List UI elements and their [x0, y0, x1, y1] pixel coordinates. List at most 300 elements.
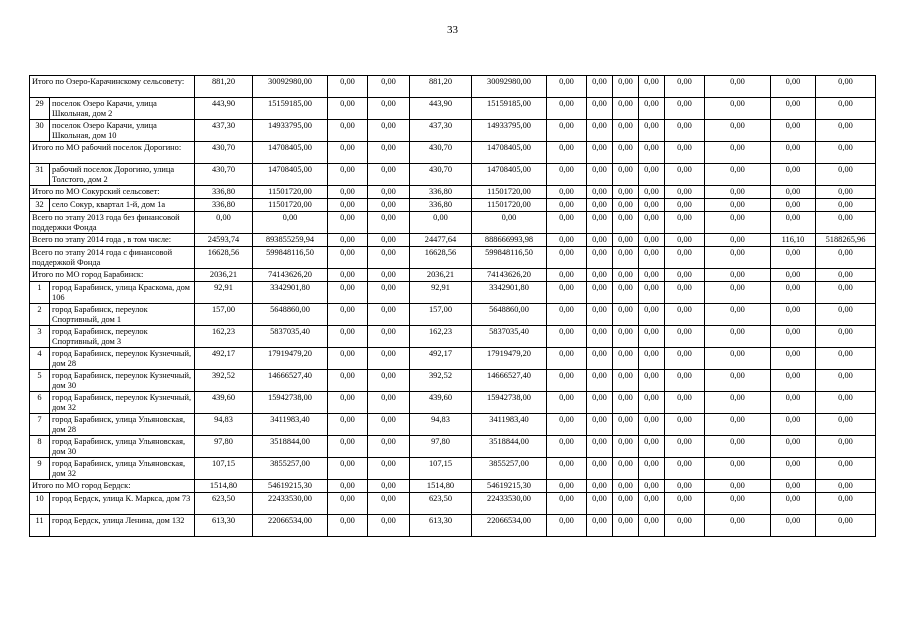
table-cell: 97,80	[410, 436, 472, 458]
table-cell: 0,00	[816, 458, 876, 480]
table-cell: 11501720,00	[253, 186, 328, 199]
table-cell: 0,00	[665, 234, 705, 247]
table-cell: 0,00	[665, 76, 705, 98]
table-cell: 0,00	[665, 348, 705, 370]
table-cell: 0,00	[368, 212, 410, 234]
row-address: село Сокур, квартал 1-й, дом 1а	[50, 199, 195, 212]
row-index: 7	[30, 414, 50, 436]
table-cell: 0,00	[587, 212, 613, 234]
table-cell: 0,00	[816, 199, 876, 212]
table-row	[30, 480, 876, 493]
row-index: 10	[30, 493, 50, 515]
row-index: 1	[30, 282, 50, 304]
table-cell: 15942738,00	[253, 392, 328, 414]
table-cell: 0,00	[816, 142, 876, 164]
row-index: 31	[30, 164, 50, 186]
table-cell: 0,00	[587, 304, 613, 326]
table-cell: 0,00	[547, 515, 587, 537]
table-cell: 0,00	[587, 493, 613, 515]
table-cell: 0,00	[705, 269, 771, 282]
table-cell: 0,00	[368, 392, 410, 414]
table-cell: 0,00	[587, 98, 613, 120]
table-cell: 0,00	[613, 164, 639, 186]
row-index: 3	[30, 326, 50, 348]
table-cell: 0,00	[368, 282, 410, 304]
table-cell: 0,00	[547, 234, 587, 247]
table-cell: 0,00	[368, 186, 410, 199]
table-cell: 430,70	[195, 142, 253, 164]
table-cell: 0,00	[639, 458, 665, 480]
row-title: Итого по Озеро-Карачинскому сельсовету:	[30, 76, 195, 98]
table-row	[30, 186, 876, 199]
table-cell: 0,00	[328, 436, 368, 458]
table-cell: 0,00	[587, 436, 613, 458]
table-cell: 0,00	[771, 76, 816, 98]
table-cell: 0,00	[705, 370, 771, 392]
table-row	[30, 436, 876, 458]
table-cell: 15159185,00	[253, 98, 328, 120]
table-cell: 5837035,40	[253, 326, 328, 348]
row-address: город Барабинск, переулок Кузнечный, дом 28	[50, 348, 195, 370]
table-cell: 0,00	[613, 458, 639, 480]
table-cell: 0,00	[587, 414, 613, 436]
table-cell: 3411983,40	[253, 414, 328, 436]
table-cell: 0,00	[547, 493, 587, 515]
table-cell: 0,00	[816, 282, 876, 304]
table-cell: 0,00	[587, 164, 613, 186]
row-title: Итого по МО Сокурский сельсовет:	[30, 186, 195, 199]
table-cell: 0,00	[705, 458, 771, 480]
table-cell: 0,00	[368, 142, 410, 164]
table-cell: 0,00	[771, 326, 816, 348]
row-index: 32	[30, 199, 50, 212]
table-cell: 0,00	[547, 76, 587, 98]
table-cell: 0,00	[547, 247, 587, 269]
table-cell: 0,00	[771, 142, 816, 164]
row-title: Итого по МО город Барабинск:	[30, 269, 195, 282]
table-cell: 0,00	[547, 436, 587, 458]
table-cell: 0,00	[771, 348, 816, 370]
table-cell: 17919479,20	[472, 348, 547, 370]
table-cell: 0,00	[705, 282, 771, 304]
table-cell: 0,00	[547, 370, 587, 392]
table-cell: 14708405,00	[253, 142, 328, 164]
table-cell: 0,00	[547, 186, 587, 199]
table-cell: 14666527,40	[472, 370, 547, 392]
table-cell: 0,00	[547, 142, 587, 164]
table-cell: 0,00	[328, 76, 368, 98]
table-cell: 0,00	[547, 164, 587, 186]
table-cell: 0,00	[328, 269, 368, 282]
row-title: Всего по этапу 2013 года без финансовой поддержки Фонда	[30, 212, 195, 234]
table-body	[30, 76, 876, 537]
table-cell: 0,00	[587, 458, 613, 480]
table-cell: 0,00	[665, 199, 705, 212]
table-cell: 437,30	[195, 120, 253, 142]
table-cell: 0,00	[771, 370, 816, 392]
table-cell: 336,80	[195, 186, 253, 199]
table-cell: 22066534,00	[472, 515, 547, 537]
table-cell: 0,00	[587, 370, 613, 392]
table-cell: 24477,64	[410, 234, 472, 247]
table-cell: 0,00	[771, 120, 816, 142]
table-cell: 0,00	[613, 142, 639, 164]
table-row	[30, 493, 876, 515]
row-title: Итого по МО город Бердск:	[30, 480, 195, 493]
table-cell: 0,00	[705, 164, 771, 186]
table-cell: 92,91	[410, 282, 472, 304]
table-cell: 0,00	[328, 493, 368, 515]
row-address: город Бердск, улица К. Маркса, дом 73	[50, 493, 195, 515]
table-cell: 0,00	[195, 212, 253, 234]
table-cell: 0,00	[771, 392, 816, 414]
table-cell: 0,00	[328, 186, 368, 199]
table-cell: 92,91	[195, 282, 253, 304]
table-cell: 0,00	[368, 370, 410, 392]
table-cell: 492,17	[410, 348, 472, 370]
table-cell: 162,23	[195, 326, 253, 348]
row-index: 6	[30, 392, 50, 414]
table-cell: 430,70	[410, 142, 472, 164]
table-cell: 14708405,00	[472, 142, 547, 164]
table-cell: 107,15	[195, 458, 253, 480]
table-cell: 0,00	[368, 326, 410, 348]
table-cell: 0,00	[368, 348, 410, 370]
table-cell: 5648860,00	[253, 304, 328, 326]
table-row	[30, 142, 876, 164]
table-cell: 599848116,50	[253, 247, 328, 269]
table-cell: 0,00	[639, 392, 665, 414]
table-cell: 0,00	[816, 515, 876, 537]
table-cell: 54619215,30	[472, 480, 547, 493]
table-cell: 3855257,00	[253, 458, 328, 480]
table-cell: 0,00	[705, 304, 771, 326]
table-cell: 0,00	[705, 234, 771, 247]
table-cell: 0,00	[816, 120, 876, 142]
table-row	[30, 282, 876, 304]
row-address: город Барабинск, улица Ульяновская, дом 32	[50, 458, 195, 480]
table-cell: 0,00	[639, 480, 665, 493]
table-cell: 0,00	[368, 269, 410, 282]
table-row	[30, 199, 876, 212]
table-row	[30, 98, 876, 120]
table-cell: 0,00	[587, 76, 613, 98]
row-index: 11	[30, 515, 50, 537]
table-cell: 0,00	[613, 304, 639, 326]
table-cell: 0,00	[613, 392, 639, 414]
table-cell: 599848116,50	[472, 247, 547, 269]
table-cell: 881,20	[195, 76, 253, 98]
table-cell: 0,00	[328, 515, 368, 537]
table-cell: 392,52	[195, 370, 253, 392]
row-title: Всего по этапу 2014 года , в том числе:	[30, 234, 195, 247]
table-cell: 0,00	[368, 98, 410, 120]
table-cell: 0,00	[705, 326, 771, 348]
table-cell: 0,00	[587, 282, 613, 304]
table-cell: 0,00	[816, 98, 876, 120]
table-cell: 0,00	[665, 326, 705, 348]
table-cell: 0,00	[613, 186, 639, 199]
table-cell: 157,00	[195, 304, 253, 326]
table-cell: 0,00	[816, 76, 876, 98]
table-cell: 0,00	[771, 480, 816, 493]
table-cell: 0,00	[328, 120, 368, 142]
table-cell: 336,80	[410, 186, 472, 199]
table-cell: 0,00	[328, 326, 368, 348]
table-cell: 0,00	[368, 120, 410, 142]
table-cell: 0,00	[587, 392, 613, 414]
table-cell: 0,00	[665, 142, 705, 164]
table-cell: 0,00	[613, 212, 639, 234]
table-cell: 157,00	[410, 304, 472, 326]
table-cell: 0,00	[771, 98, 816, 120]
table-cell: 0,00	[613, 98, 639, 120]
table-cell: 0,00	[547, 120, 587, 142]
table-cell: 0,00	[665, 186, 705, 199]
table-cell: 0,00	[639, 304, 665, 326]
table-cell: 1514,80	[195, 480, 253, 493]
table-row	[30, 458, 876, 480]
table-cell: 14666527,40	[253, 370, 328, 392]
table-cell: 0,00	[587, 348, 613, 370]
table-cell: 0,00	[368, 436, 410, 458]
table-cell: 0,00	[771, 493, 816, 515]
table-cell: 0,00	[547, 392, 587, 414]
table-cell: 3342901,80	[472, 282, 547, 304]
table-row	[30, 326, 876, 348]
table-cell: 16628,56	[410, 247, 472, 269]
table-cell: 0,00	[613, 120, 639, 142]
table-cell: 0,00	[665, 304, 705, 326]
table-cell: 16628,56	[195, 247, 253, 269]
table-cell: 0,00	[639, 186, 665, 199]
table-cell: 0,00	[613, 515, 639, 537]
table-cell: 0,00	[547, 282, 587, 304]
table-cell: 0,00	[587, 269, 613, 282]
table-cell: 0,00	[547, 199, 587, 212]
table-cell: 0,00	[665, 98, 705, 120]
table-cell: 0,00	[587, 234, 613, 247]
table-cell: 0,00	[816, 164, 876, 186]
table-cell: 0,00	[771, 247, 816, 269]
table-cell: 0,00	[547, 414, 587, 436]
row-index: 8	[30, 436, 50, 458]
table-cell: 0,00	[639, 370, 665, 392]
row-index: 4	[30, 348, 50, 370]
table-cell: 0,00	[816, 392, 876, 414]
row-address: город Барабинск, переулок Кузнечный, дом 30	[50, 370, 195, 392]
table-cell: 0,00	[665, 515, 705, 537]
table-cell: 0,00	[368, 458, 410, 480]
table-cell: 107,15	[410, 458, 472, 480]
table-cell: 0,00	[547, 304, 587, 326]
table-cell: 0,00	[328, 234, 368, 247]
table-cell: 0,00	[665, 370, 705, 392]
table-cell: 0,00	[410, 212, 472, 234]
table-cell: 0,00	[328, 304, 368, 326]
table-cell: 0,00	[639, 348, 665, 370]
table-cell: 22433530,00	[472, 493, 547, 515]
table-cell: 0,00	[613, 76, 639, 98]
table-cell: 0,00	[613, 480, 639, 493]
table-cell: 0,00	[368, 304, 410, 326]
table-cell: 0,00	[816, 269, 876, 282]
table-row	[30, 247, 876, 269]
table-cell: 0,00	[665, 164, 705, 186]
table-cell: 0,00	[368, 76, 410, 98]
table-cell: 0,00	[771, 515, 816, 537]
table-cell: 0,00	[587, 480, 613, 493]
table-cell: 336,80	[410, 199, 472, 212]
table-cell: 893855259,94	[253, 234, 328, 247]
table-cell: 0,00	[771, 414, 816, 436]
table-cell: 3342901,80	[253, 282, 328, 304]
row-index: 2	[30, 304, 50, 326]
data-table	[29, 75, 876, 537]
table-cell: 162,23	[410, 326, 472, 348]
table-cell: 0,00	[587, 142, 613, 164]
table-cell: 0,00	[639, 436, 665, 458]
table-cell: 0,00	[816, 480, 876, 493]
table-cell: 74143626,20	[472, 269, 547, 282]
table-cell: 0,00	[705, 76, 771, 98]
table-cell: 0,00	[639, 269, 665, 282]
row-index: 29	[30, 98, 50, 120]
table-cell: 0,00	[547, 98, 587, 120]
row-index: 30	[30, 120, 50, 142]
table-cell: 5188265,96	[816, 234, 876, 247]
table-cell: 0,00	[368, 480, 410, 493]
table-cell: 22433530,00	[253, 493, 328, 515]
table-cell: 0,00	[639, 120, 665, 142]
table-cell: 0,00	[613, 282, 639, 304]
table-cell: 443,90	[410, 98, 472, 120]
table-cell: 11501720,00	[253, 199, 328, 212]
table-cell: 0,00	[547, 212, 587, 234]
table-cell: 0,00	[639, 98, 665, 120]
row-address: поселок Озеро Карачи, улица Школьная, дом 10	[50, 120, 195, 142]
table-cell: 0,00	[368, 199, 410, 212]
page-number: 33	[447, 24, 458, 36]
table-cell: 0,00	[639, 142, 665, 164]
table-cell: 11501720,00	[472, 186, 547, 199]
table-cell: 15942738,00	[472, 392, 547, 414]
table-cell: 0,00	[328, 458, 368, 480]
table-row	[30, 212, 876, 234]
table-cell: 15159185,00	[472, 98, 547, 120]
row-address: поселок Озеро Карачи, улица Школьная, дом 2	[50, 98, 195, 120]
table-cell: 623,50	[410, 493, 472, 515]
table-cell: 0,00	[665, 269, 705, 282]
table-cell: 0,00	[665, 247, 705, 269]
table-row	[30, 392, 876, 414]
table-cell: 0,00	[613, 436, 639, 458]
table-cell: 3855257,00	[472, 458, 547, 480]
table-cell: 0,00	[639, 164, 665, 186]
table-cell: 0,00	[587, 199, 613, 212]
table-cell: 0,00	[665, 282, 705, 304]
table-cell: 22066534,00	[253, 515, 328, 537]
table-cell: 0,00	[705, 142, 771, 164]
table-cell: 0,00	[705, 98, 771, 120]
table-cell: 0,00	[368, 164, 410, 186]
table-cell: 0,00	[665, 458, 705, 480]
table-cell: 437,30	[410, 120, 472, 142]
table-cell: 0,00	[253, 212, 328, 234]
row-index: 5	[30, 370, 50, 392]
table-cell: 0,00	[587, 326, 613, 348]
table-cell: 0,00	[328, 480, 368, 493]
table-cell: 0,00	[587, 186, 613, 199]
table-cell: 0,00	[705, 348, 771, 370]
table-cell: 3518844,00	[472, 436, 547, 458]
table-cell: 0,00	[328, 282, 368, 304]
table-cell: 0,00	[613, 326, 639, 348]
table-cell: 0,00	[613, 348, 639, 370]
table-cell: 5837035,40	[472, 326, 547, 348]
table-cell: 0,00	[771, 458, 816, 480]
table-cell: 0,00	[639, 493, 665, 515]
table-cell: 0,00	[613, 370, 639, 392]
table-cell: 0,00	[705, 493, 771, 515]
table-cell: 0,00	[547, 326, 587, 348]
table-cell: 0,00	[613, 269, 639, 282]
table-cell: 888666993,98	[472, 234, 547, 247]
table-row	[30, 370, 876, 392]
table-cell: 0,00	[613, 414, 639, 436]
table-cell: 0,00	[816, 212, 876, 234]
table-cell: 0,00	[816, 493, 876, 515]
table-cell: 0,00	[328, 247, 368, 269]
table-cell: 0,00	[771, 269, 816, 282]
table-cell: 0,00	[771, 164, 816, 186]
table-cell: 0,00	[368, 493, 410, 515]
table-cell: 0,00	[705, 247, 771, 269]
table-cell: 14708405,00	[253, 164, 328, 186]
table-cell: 439,60	[195, 392, 253, 414]
table-row	[30, 269, 876, 282]
table-cell: 0,00	[328, 414, 368, 436]
table-cell: 0,00	[587, 247, 613, 269]
row-address: город Барабинск, улица Краскома, дом 106	[50, 282, 195, 304]
table-cell: 0,00	[771, 282, 816, 304]
table-cell: 0,00	[665, 212, 705, 234]
table-cell: 0,00	[547, 480, 587, 493]
table-cell: 0,00	[705, 436, 771, 458]
table-cell: 54619215,30	[253, 480, 328, 493]
table-cell: 0,00	[613, 199, 639, 212]
table-cell: 11501720,00	[472, 199, 547, 212]
table-cell: 0,00	[639, 282, 665, 304]
table-cell: 0,00	[472, 212, 547, 234]
table-cell: 0,00	[665, 120, 705, 142]
table-cell: 0,00	[665, 493, 705, 515]
table-cell: 0,00	[613, 493, 639, 515]
row-address: город Барабинск, переулок Спортивный, дом 1	[50, 304, 195, 326]
table-cell: 336,80	[195, 199, 253, 212]
table-row	[30, 414, 876, 436]
table-cell: 0,00	[816, 186, 876, 199]
table-cell: 14708405,00	[472, 164, 547, 186]
table-cell: 0,00	[816, 436, 876, 458]
row-address: город Барабинск, улица Ульяновская, дом 30	[50, 436, 195, 458]
row-address: город Барабинск, переулок Спортивный, дом 3	[50, 326, 195, 348]
table-cell: 0,00	[665, 436, 705, 458]
table-cell: 881,20	[410, 76, 472, 98]
table-cell: 443,90	[195, 98, 253, 120]
table-cell: 430,70	[410, 164, 472, 186]
table-cell: 0,00	[639, 234, 665, 247]
